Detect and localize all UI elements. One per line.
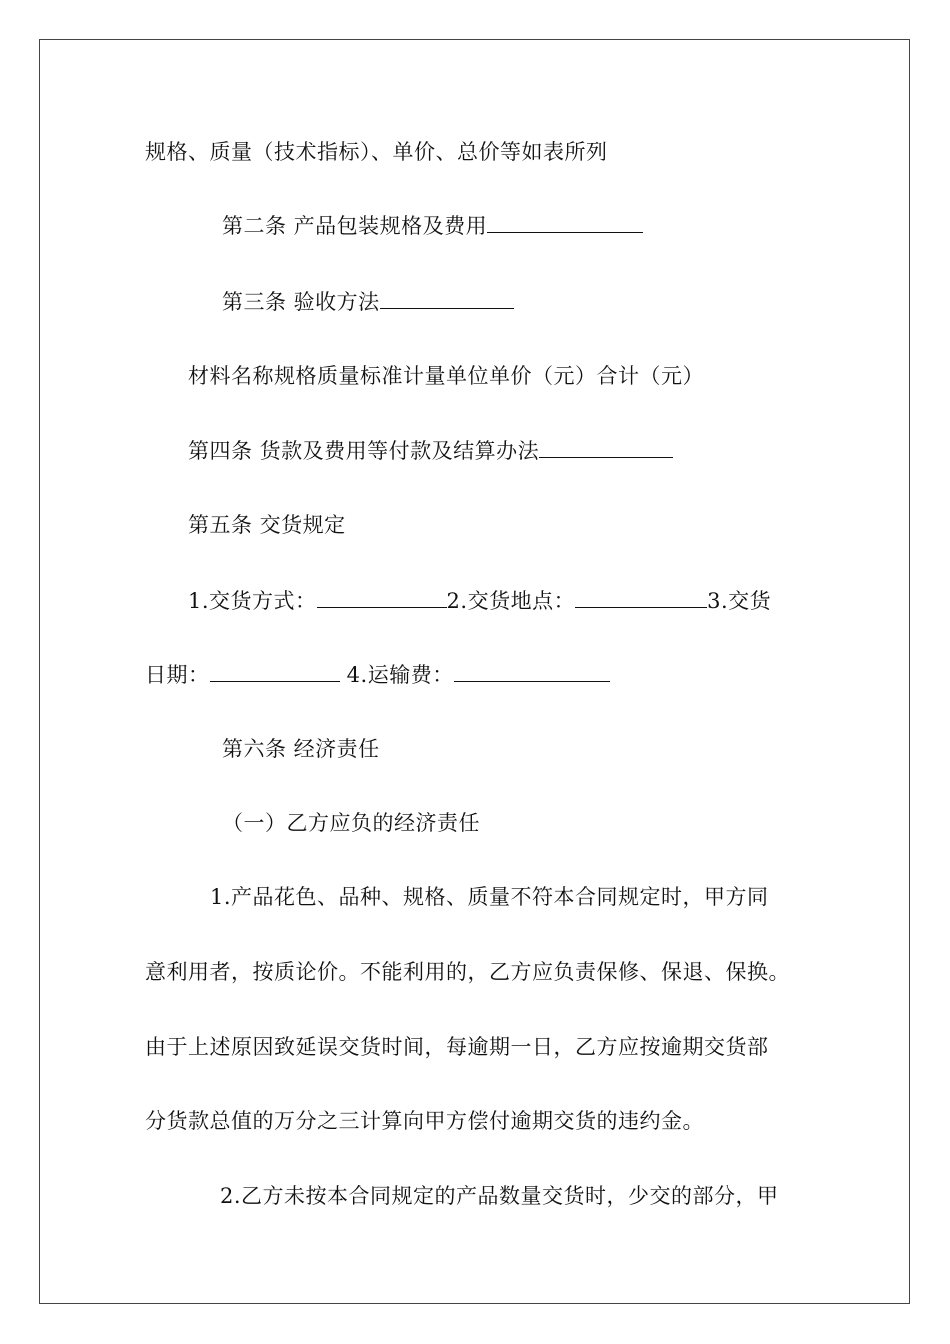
clause-1-line-1: [210, 884, 769, 910]
clause-1-text-4: 分货款总值的万分之三计算向甲方偿付逾期交货的违约金。: [145, 1109, 704, 1133]
article-5-text: 第五条 交货规定: [188, 513, 346, 537]
delivery-terms-line: [188, 587, 771, 614]
article-4-text: 第四条 货款及费用等付款及结算办法: [188, 439, 540, 463]
clause-1-line-3: [145, 1034, 769, 1060]
delivery-place-blank[interactable]: [575, 587, 707, 608]
material-header-text: 材料名称规格质量标准计量单位单价（元）合计（元）: [188, 364, 704, 388]
article-3-line: [222, 288, 514, 315]
payment-method-blank[interactable]: [539, 437, 673, 458]
article-2-line: [222, 212, 643, 239]
section-1-line: [222, 810, 480, 836]
packaging-fee-blank[interactable]: [487, 212, 643, 233]
text-line-specs: [145, 139, 608, 165]
clause-1-line-4: [145, 1108, 704, 1134]
section-1-text: （一）乙方应负的经济责任: [222, 811, 480, 835]
clause-1-text-2: 意利用者，按质论价。不能利用的，乙方应负责保修、保退、保换。: [145, 960, 790, 984]
article-3-text: 第三条 验收方法: [222, 290, 380, 314]
material-header-line: [188, 363, 704, 389]
clause-1-text-1: 1.产品花色、品种、规格、质量不符本合同规定时，甲方同: [210, 885, 769, 909]
text-specs: 规格、质量（技术指标）、单价、总价等如表所列: [145, 140, 608, 164]
delivery-date-line: [145, 661, 610, 688]
transport-fee-blank[interactable]: [454, 661, 610, 682]
delivery-date-label-start: 3.交货: [707, 589, 772, 613]
delivery-date-label-end: 日期：: [145, 663, 210, 687]
delivery-method-blank[interactable]: [317, 587, 447, 608]
article-5-line: [188, 512, 346, 538]
clause-2-line-1: [220, 1183, 779, 1209]
article-6-text: 第六条 经济责任: [222, 737, 380, 761]
clause-1-text-3: 由于上述原因致延误交货时间，每逾期一日，乙方应按逾期交货部: [145, 1035, 769, 1059]
delivery-place-label: 2.交货地点：: [446, 589, 576, 613]
clause-1-line-2: [145, 959, 790, 985]
transport-fee-label: 4.运输费：: [339, 663, 454, 687]
acceptance-method-blank[interactable]: [380, 288, 514, 309]
delivery-date-blank[interactable]: [210, 661, 340, 682]
article-2-text: 第二条 产品包装规格及费用: [222, 214, 488, 238]
article-6-line: [222, 736, 380, 762]
clause-2-text-1: 2.乙方未按本合同规定的产品数量交货时，少交的部分，甲: [220, 1184, 779, 1208]
article-4-line: [188, 437, 673, 464]
delivery-method-label: 1.交货方式：: [188, 589, 317, 613]
